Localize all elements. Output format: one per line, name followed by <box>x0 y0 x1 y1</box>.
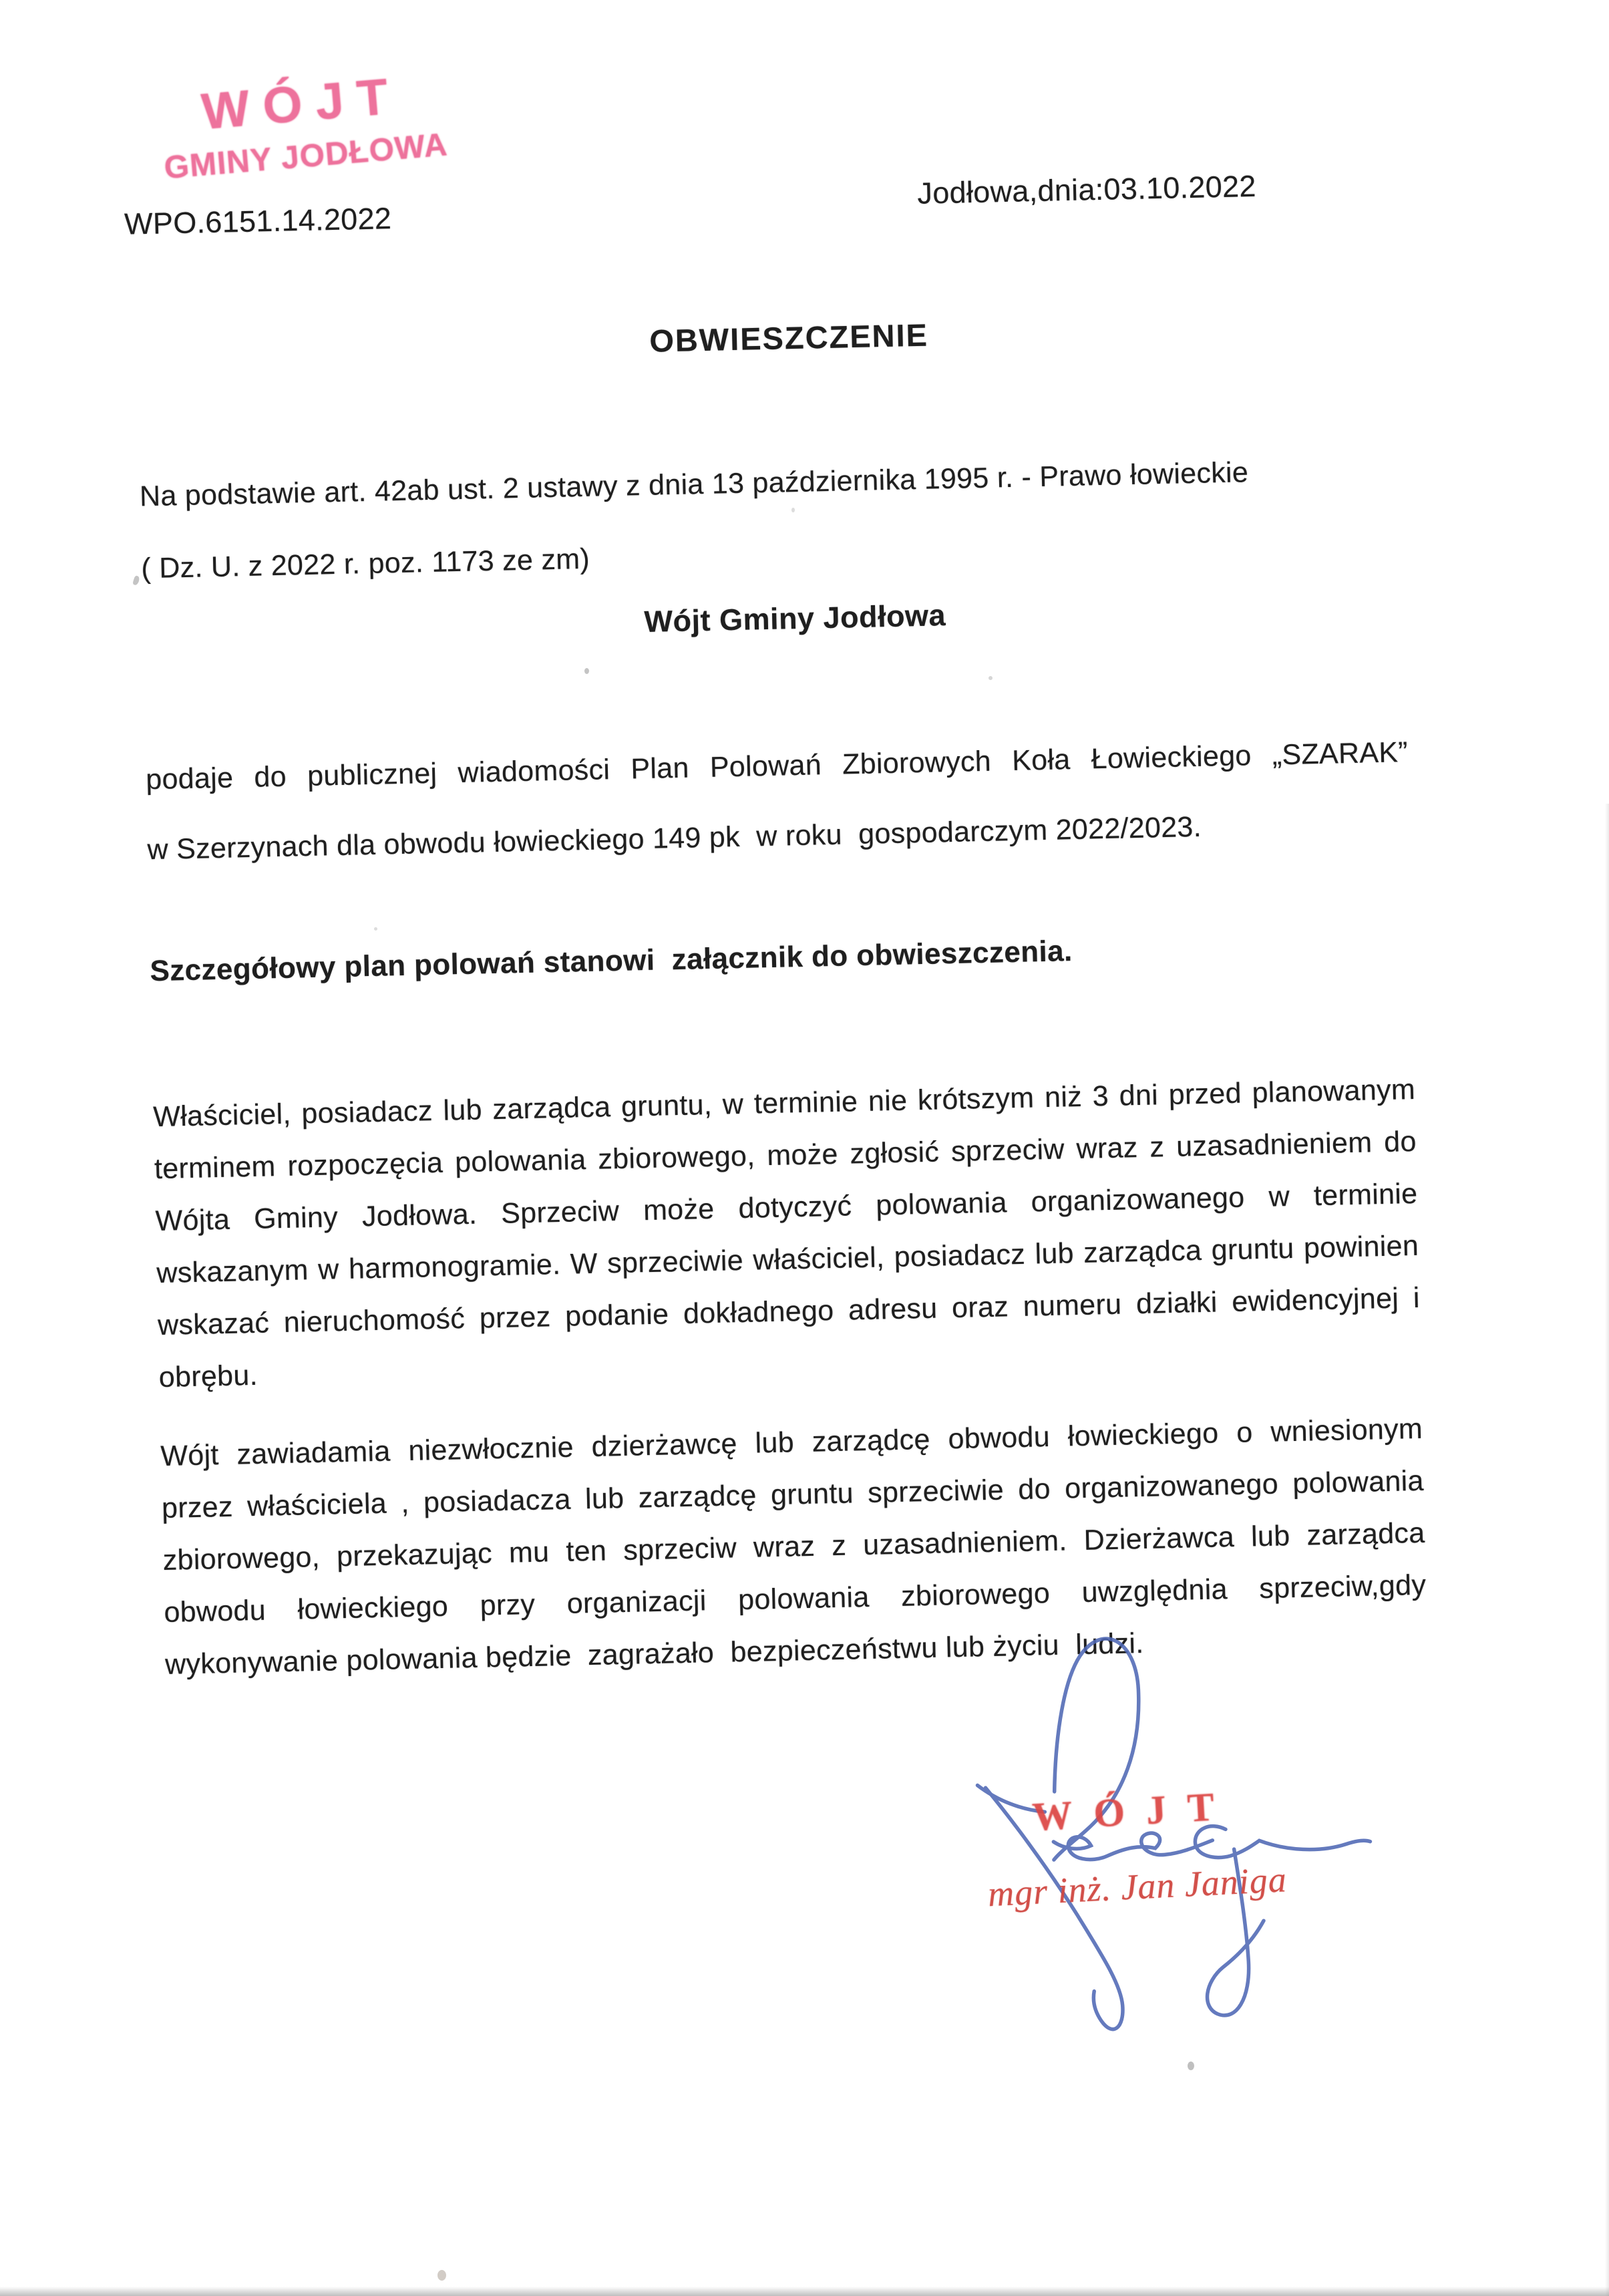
paragraph-line: obwodu łowieckiego przy organizacji polowania zbiorowego uwzględnia sprzeciw,gdy <box>164 1569 1427 1629</box>
paragraph-line: Właściciel, posiadacz lub zarządca gruntu, w terminie nie krótszym niż 3 dni przed planowanym <box>152 1073 1416 1134</box>
paragraph-line: wskazanym w harmonogramie. W sprzeciwie właściciel, posiadacz lub zarządca gruntu powinien <box>156 1229 1419 1290</box>
stamp-title-line: WÓJT <box>199 67 404 141</box>
signer-name: mgr inż. Jan Janiga <box>987 1859 1288 1915</box>
scan-edge-shadow <box>1605 804 1609 2296</box>
scan-speck <box>791 508 795 512</box>
document-title: OBWIESZCZENIE <box>649 317 929 359</box>
paragraph-line: Wójt zawiadamia niezwłocznie dzierżawcę lub zarządcę obwodu łowieckiego o wniesionym <box>160 1412 1423 1473</box>
paragraph-line: przez właściciela , posiadacza lub zarządcę gruntu sprzeciwie do organizowanego polowania <box>161 1464 1425 1525</box>
scan-edge-shadow <box>0 2287 1609 2296</box>
paragraph-line: obrębu. <box>158 1359 258 1394</box>
stamp-subtitle-line: GMINY JODŁOWA <box>162 127 450 186</box>
attachment-note: Szczegółowy plan polowań stanowi załącznik do obwieszczenia. <box>150 935 1073 988</box>
scan-speck <box>584 668 589 674</box>
scan-speck <box>374 927 377 931</box>
paragraph-line: Wójta Gminy Jodłowa. Sprzeciw może dotyczyć polowania organizowanego w terminie <box>155 1177 1418 1238</box>
paragraph-line: terminem rozpoczęcia polowania zbiorowego, może zgłosić sprzeciw wraz z uzasadnieniem do <box>154 1125 1417 1186</box>
scan-speck <box>1188 2062 1194 2070</box>
authority-heading: Wójt Gminy Jodłowa <box>644 598 946 639</box>
legal-basis-line-1: Na podstawie art. 42ab ust. 2 ustawy z dnia 13 października 1995 r. - Prawo łowieckie <box>139 456 1249 513</box>
place-and-date: Jodłowa,dnia:03.10.2022 <box>916 168 1257 210</box>
paragraph-line: wykonywanie polowania będzie zagrażało bezpieczeństwu lub życiu ludzi. <box>164 1627 1145 1681</box>
paragraph-line: zbiorowego, przekazując mu ten sprzeciw wraz z uzasadnieniem. Dzierżawca lub zarządca <box>162 1516 1425 1577</box>
signature-stamp-title: WÓJT <box>1031 1783 1237 1839</box>
municipal-office-stamp <box>143 62 464 188</box>
reference-number: WPO.6151.14.2022 <box>124 201 392 241</box>
objection-paragraph <box>152 1063 1421 1404</box>
paragraph-line: wskazać nieruchomość przez podanie dokładnego adresu oraz numeru działki ewidencyjnej i <box>157 1281 1421 1342</box>
legal-basis-line-2: ( Dz. U. z 2022 r. poz. 1173 ze zm) <box>140 542 590 585</box>
announcement-line: podaje do publicznej wiadomości Plan Polowań Zbiorowych Koła Łowieckiego „SZARAK” <box>145 736 1409 796</box>
scan-speck <box>437 2270 446 2281</box>
scan-speck <box>989 676 993 680</box>
announcement-paragraph <box>145 717 1410 885</box>
announcement-line: w Szerzynach dla obwodu łowieckiego 149 pk w roku gospodarczym 2022/2023. <box>147 810 1202 866</box>
